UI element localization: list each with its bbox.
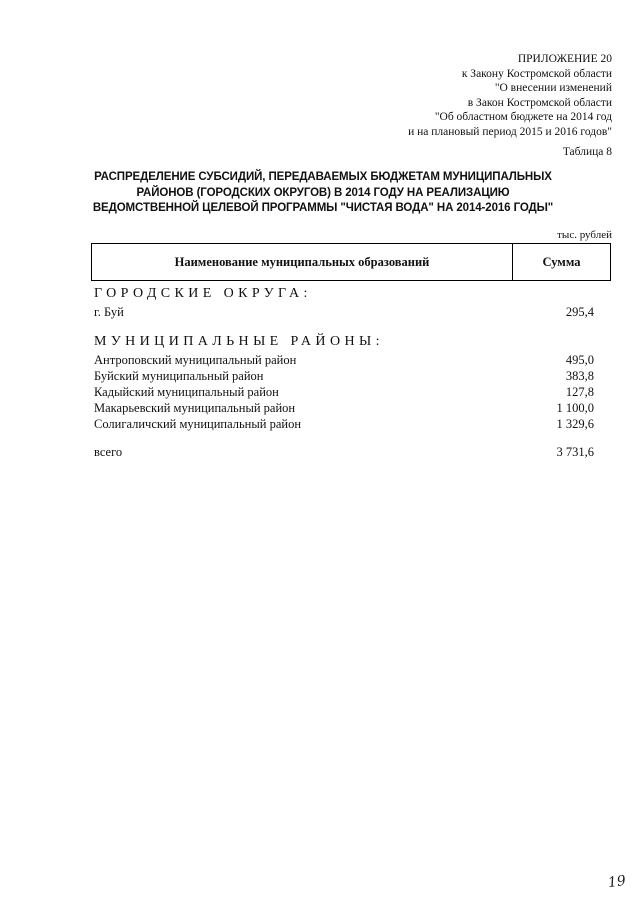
unit-label: тыс. рублей xyxy=(557,229,612,241)
page-number: 19 xyxy=(607,872,628,892)
table-row xyxy=(94,400,594,416)
appendix-line: и на плановый период 2015 и 2016 годов" xyxy=(408,125,612,138)
table-header xyxy=(91,243,611,281)
appendix-line: к Закону Костромской области xyxy=(461,67,612,80)
total-value: 3 731,6 xyxy=(556,445,594,459)
document-title: РАСПРЕДЕЛЕНИЕ СУБСИДИЙ, ПЕРЕДАВАЕМЫХ БЮДЖЕТАМ МУНИЦИПАЛЬНЫХ РАЙОНОВ (ГОРОДСКИХ ОКРУГОВ) В 2014 ГОДУ НА РЕАЛИЗАЦИЮ ВЕДОМСТВЕННОЙ ЦЕЛЕВОЙ ПРОГРАММЫ "ЧИСТАЯ ВОДА" НА 2014-2016 ГОДЫ" xyxy=(92,171,554,214)
total-label: всего xyxy=(94,445,123,459)
table-row xyxy=(94,368,594,384)
section-title-city-districts: ГОРОДСКИЕ ОКРУГА: xyxy=(94,286,312,301)
header-sum-column: Сумма xyxy=(542,254,581,269)
table-row xyxy=(94,384,594,400)
row-value: 127,8 xyxy=(565,385,594,399)
appendix-line: в Закон Костромской области xyxy=(467,96,612,109)
section-title-municipal-districts: МУНИЦИПАЛЬНЫЕ РАЙОНЫ: xyxy=(94,334,384,349)
table-row xyxy=(94,416,594,432)
header-name-column: Наименование муниципальных образований xyxy=(92,244,513,280)
row-value: 383,8 xyxy=(565,369,594,383)
row-value: 1 329,6 xyxy=(556,417,594,431)
appendix-line: "О внесении изменений xyxy=(494,82,612,94)
row-name: Антроповский муниципальный район xyxy=(94,353,297,367)
row-value: 495,0 xyxy=(565,353,594,367)
appendix-block xyxy=(408,52,612,139)
row-name: Кадыйский муниципальный район xyxy=(94,385,279,399)
row-name: Солигаличский муниципальный район xyxy=(94,417,302,431)
total-row xyxy=(94,444,594,460)
row-name: Буйский муниципальный район xyxy=(94,369,264,383)
table-label: Таблица 8 xyxy=(562,146,612,158)
appendix-line: ПРИЛОЖЕНИЕ 20 xyxy=(517,53,612,65)
row-name: г. Буй xyxy=(94,305,124,319)
table-row xyxy=(94,304,594,320)
row-value: 1 100,0 xyxy=(556,401,594,415)
row-name: Макарьевский муниципальный район xyxy=(94,401,296,415)
table-row xyxy=(94,352,594,368)
row-value: 295,4 xyxy=(565,305,594,319)
appendix-line: "Об областном бюджете на 2014 год xyxy=(434,111,612,123)
